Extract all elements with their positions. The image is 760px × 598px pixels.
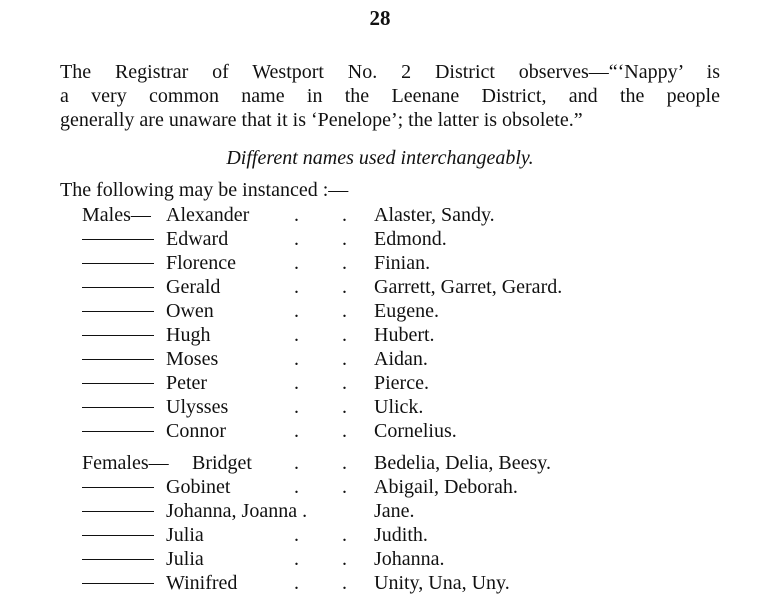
alternative-names: Ulick. [374,396,424,418]
leader-dot: . [342,252,347,274]
leader-dot: . [342,372,347,394]
leader-dot: . [342,396,347,418]
leader-dot: . [294,300,299,322]
list-item [82,347,722,371]
page-number: 28 [369,6,391,30]
list-item [82,371,722,395]
alternative-names: Finian. [374,252,431,274]
list-item [82,571,722,595]
quote-line: a very common name in the Leenane District, and the people [60,85,720,107]
alternative-names: Abigail, Deborah. [374,476,518,498]
list-item [82,419,722,443]
list-item [82,203,722,227]
original-name: Winifred [166,572,238,594]
leader-dot: . [342,524,347,546]
original-name: Connor [166,420,226,442]
alternative-names: Hubert. [374,324,435,346]
original-name: Ulysses [166,396,229,418]
original-name: Florence [166,252,236,274]
ditto-dash [82,431,154,432]
ditto-dash [82,263,154,264]
ditto-dash [82,359,154,360]
ditto-dash [82,383,154,384]
section-heading: Different names used interchangeably. [226,147,534,169]
original-name: Edward [166,228,229,250]
alternative-names: Eugene. [374,300,439,322]
alternative-names: Edmond. [374,228,447,250]
original-name: Hugh [166,324,211,346]
original-name: Bridget [192,452,252,474]
leader-dot: . [342,476,347,498]
alternative-names: Unity, Una, Uny. [374,572,510,594]
list-item [82,547,722,571]
leader-dot: . [342,300,347,322]
leader-dot: . [342,348,347,370]
alternative-names: Garrett, Garret, Gerard. [374,276,563,298]
ditto-dash [82,407,154,408]
original-name: Alexander [166,204,250,226]
alternative-names: Bedelia, Delia, Beesy. [374,452,551,474]
females-label: Females— [82,452,169,474]
alternative-names: Pierce. [374,372,429,394]
original-name: Peter [166,372,208,394]
ditto-dash [82,287,154,288]
ditto-dash [82,487,154,488]
leader-dot: . [294,204,299,226]
leader-dot: . [342,572,347,594]
leader-dot: . [342,324,347,346]
ditto-dash [82,335,154,336]
leader-dot: . [342,452,347,474]
alternative-names: Aidan. [374,348,428,370]
list-item [82,499,722,523]
list-item [82,299,722,323]
list-item [82,451,722,475]
ditto-dash [82,511,154,512]
leader-dot: . [294,276,299,298]
list-item [82,475,722,499]
leader-dot: . [342,420,347,442]
alternative-names: Cornelius. [374,420,457,442]
leader-dot: . [294,252,299,274]
alternative-names: Jane. [374,500,415,522]
list-item [82,275,722,299]
leader-dot: . [294,476,299,498]
original-name: Gerald [166,276,221,298]
alternative-names: Alaster, Sandy. [374,204,495,226]
leader-dot: . [294,228,299,250]
leader-dot: . [294,396,299,418]
list-item [82,323,722,347]
original-name: Julia [166,548,204,570]
ditto-dash [82,559,154,560]
leader-dot: . [294,420,299,442]
ditto-dash [82,583,154,584]
leader-dot: . [294,524,299,546]
leader-dot: . [294,452,299,474]
leader-dot: . [342,204,347,226]
leader-dot: . [294,324,299,346]
leader-dot: . [294,372,299,394]
leader-dot: . [294,348,299,370]
original-name: Owen [166,300,214,322]
registrar-quote [60,60,720,132]
leader-dot: . [342,228,347,250]
ditto-dash [82,535,154,536]
leader-dot: . [294,572,299,594]
list-item [82,227,722,251]
original-name: Julia [166,524,204,546]
leader-dot: . [342,548,347,570]
list-item [82,251,722,275]
alternative-names: Johanna. [374,548,445,570]
list-item [82,395,722,419]
leader-dot: . [342,276,347,298]
list-item [82,523,722,547]
alternative-names: Judith. [374,524,428,546]
leader-dot: . [294,548,299,570]
original-name: Gobinet [166,476,231,498]
intro-text: The following may be instanced :— [60,179,349,201]
males-label: Males— [82,204,151,226]
quote-line: generally are unaware that it is ‘Penelope’; the latter is obsolete.” [60,109,583,131]
original-name: Moses [166,348,219,370]
quote-line: The Registrar of Westport No. 2 District observes—“‘Nappy’ is [60,61,720,83]
original-name: Johanna, Joanna . [166,500,308,522]
ditto-dash [82,311,154,312]
ditto-dash [82,239,154,240]
